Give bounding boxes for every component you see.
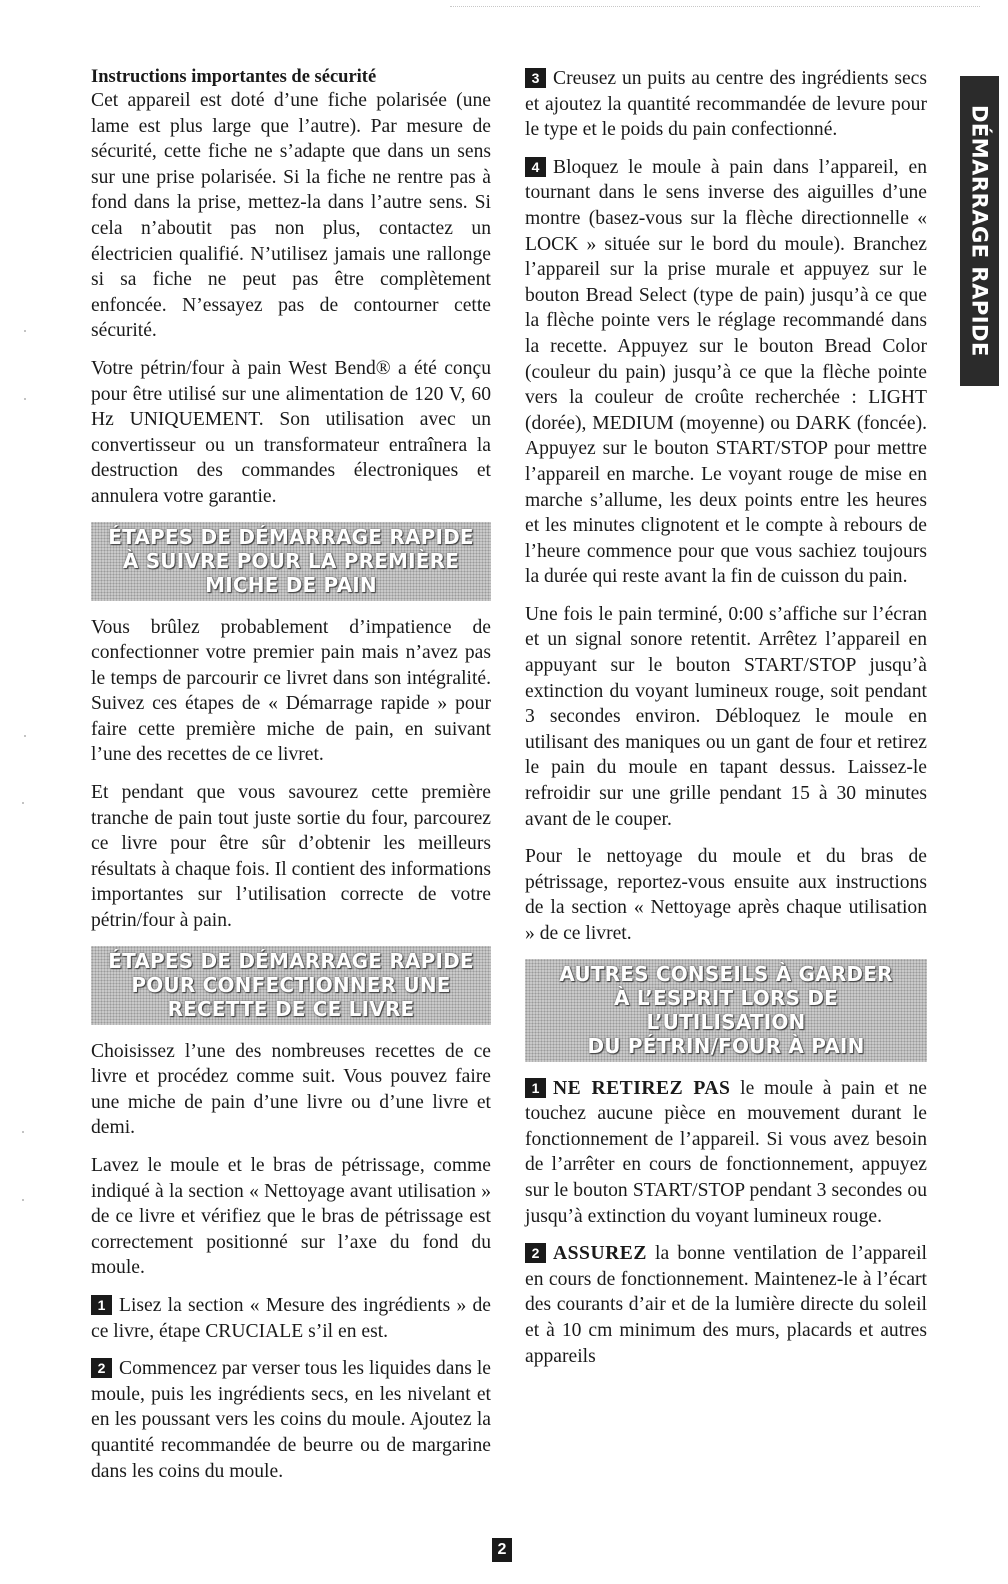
- step-text: Bloquez le moule à pain dans l’appareil, en tournant dans le sens inverse des aiguilles d’une montre (basez-vous sur la flèche directionnelle « LOCK » située sur le bord du moule). Branchez l’appareil sur la prise murale et appuyez sur le bouton Bread Select (type de pain) jusqu’à ce que la flèche pointe vers le réglage recommandé dans la recette. Appuyez sur le bouton Bread Color (couleur du pain) jusqu’à ce que la flèche pointe vers la couleur de croûte recherchée : LIGHT (dorée), MEDIUM (moyenne) ou DARK (foncée). Appuyez sur le bouton START/STOP pour mettre l’appareil en marche. Le voyant rouge de mise en marche s’allume, les deux points entre les heures et les minutes clignotent et le compte à rebours de l’heure commence pour que vous sachiez toujours la durée qui reste avant la fin de cuisson du pain.: [525, 156, 927, 588]
- safety-paragraph-1: Cet appareil est doté d’une fiche polarisée (une lame est plus large que l’autre). Par mesure de sécurité, cette fiche ne s’adapte que dans un sens sur une prise polarisée. Si la fiche ne rentre pas à fond dans la prise, mettez-la dans l’autre sens. Si cela n’aboutit pas non plus, contactez un électricien qualifié. N’utilisez jamais une rallonge si sa fiche ne peut pas être complètement enfoncée. N’essayez pas de contourner cette sécurité.: [91, 90, 491, 342]
- left-column: [91, 66, 491, 1496]
- banner-line: POUR CONFECTIONNER UNE: [131, 972, 451, 997]
- tip-2: [525, 1241, 927, 1369]
- scan-speck: [22, 1131, 24, 1133]
- banner-line: DU PÉTRIN/FOUR À PAIN: [587, 1033, 865, 1058]
- step-4: [525, 155, 927, 590]
- step-number-badge: 1: [525, 1078, 546, 1098]
- banner-line: AUTRES CONSEILS À GARDER: [559, 961, 893, 986]
- scan-speck: [22, 1199, 24, 1201]
- banner-line: À L’ESPRIT LORS DE L’UTILISATION: [613, 985, 839, 1034]
- done-paragraph: Une fois le pain terminé, 0:00 s’affiche sur l’écran et un signal sonore retentit. Arrêtez l’appareil en appuyant sur le bouton START/STOP jusqu’à extinction du voyant lumineux rouge, soit pendant 3 secondes environ. Débloquez le moule en utilisant des maniques ou un gant de four et retirez le pain du moule en tapant dessus. Laissez-le refroidir sur une grille pendant 15 à 30 minutes avant de le couper.: [525, 603, 927, 830]
- top-dotted-rule: [450, 6, 980, 7]
- step-text: Lisez la section « Mesure des ingrédients » de ce livre, étape CRUCIALE s’il en est.: [91, 1294, 491, 1342]
- first-loaf-paragraph-2: Et pendant que vous savourez cette première tranche de pain tout juste sortie du four, parcourez ce livre pour être sûr d’obtenir les meilleurs résultats à chaque fois. Il contient des informations importantes sur l’utilisation correcte de votre pétrin/four à pain.: [91, 782, 491, 932]
- step-text: Commencez par verser tous les liquides dans le moule, puis les ingrédients secs, en les nivelant et en les poussant vers les coins du moule. Ajoutez la quantité recommandée de beurre ou de margarine dans les coins du moule.: [91, 1358, 491, 1482]
- step-1: [91, 1293, 491, 1344]
- banner-line: RECETTE DE CE LIVRE: [167, 996, 415, 1021]
- tip-lead: NE RETIREZ PAS: [553, 1077, 731, 1099]
- first-loaf-paragraph-1: Vous brûlez probablement d’impatience de confectionner votre premier pain mais n’avez pas le temps de parcourir ce livret dans son intégralité. Suivez ces étapes de « Démarrage rapide » pour faire cette première miche de pain, en suivant l’une des recettes de ce livret.: [91, 616, 491, 766]
- step-number-badge: 4: [525, 157, 546, 177]
- banner-other-tips: [525, 959, 927, 1062]
- cleaning-paragraph: Pour le nettoyage du moule et du bras de pétrissage, reportez-vous ensuite aux instructions de la section « Nettoyage après chaque utilisation » de ce livret.: [525, 846, 927, 944]
- right-column: [525, 66, 927, 1381]
- banner-line: ÉTAPES DE DÉMARRAGE RAPIDE: [108, 524, 474, 549]
- banner-line: À SUIVRE POUR LA PREMIÈRE: [122, 548, 460, 573]
- section-side-tab: [960, 76, 999, 386]
- step-number-badge: 2: [525, 1243, 546, 1263]
- recipe-paragraph-2: Lavez le moule et le bras de pétrissage, comme indiqué à la section « Nettoyage avant utilisation » de ce livre et vérifiez que le bras de pétrissage est correctement positionné sur l’axe du fond du moule.: [91, 1155, 491, 1279]
- scan-speck: [24, 398, 26, 400]
- banner-line: MICHE DE PAIN: [205, 572, 377, 597]
- banner-line: ÉTAPES DE DÉMARRAGE RAPIDE: [108, 948, 474, 973]
- step-number-badge: 2: [91, 1358, 112, 1378]
- step-number-badge: 3: [525, 68, 546, 88]
- scan-speck: [24, 735, 26, 737]
- recipe-paragraph-1: Choisissez l’une des nombreuses recettes de ce livre et procédez comme suit. Vous pouvez faire une miche de pain d’une livre ou d’une livre et demi.: [91, 1040, 491, 1139]
- page-number: 2: [492, 1538, 512, 1562]
- step-text: Creusez un puits au centre des ingrédients secs et ajoutez la quantité recommandée de levure pour le type et le poids du pain confectionné.: [525, 68, 927, 141]
- tip-1: [525, 1076, 927, 1230]
- tip-text: la bonne ventilation de l’appareil en cours de fonctionnement. Maintenez-le à l’écart des courants d’air et de la lumière directe du soleil et à 10 cm minimum des murs, placards et autres appareils: [525, 1243, 927, 1367]
- banner-first-loaf: [91, 522, 491, 601]
- tip-lead: ASSUREZ: [553, 1243, 647, 1265]
- step-2: [91, 1356, 491, 1484]
- scan-speck: [22, 802, 24, 804]
- step-3: [525, 66, 927, 143]
- step-number-badge: 1: [91, 1295, 112, 1315]
- scan-speck: [24, 330, 26, 332]
- tip-text: le moule à pain et ne touchez aucune pièce en mouvement durant le fonctionnement de l’appareil. Si vous avez besoin de l’arrêter en cours de fonctionnement, appuyez sur le bouton START/STOP pendant 3 secondes ou jusqu’à extinction du voyant lumineux rouge.: [525, 1077, 928, 1227]
- safety-title: Instructions importantes de sécurité: [91, 67, 377, 87]
- side-tab-label: DÉMARRAGE RAPIDE: [967, 105, 992, 357]
- banner-recipe: [91, 946, 491, 1025]
- safety-paragraph-2: Votre pétrin/four à pain West Bend® a été conçu pour être utilisé sur une alimentation de 120 V, 60 Hz UNIQUEMENT. Son utilisation avec un convertisseur ou un transformateur entraînera la destruction des commandes électroniques et annulera votre garantie.: [91, 357, 491, 507]
